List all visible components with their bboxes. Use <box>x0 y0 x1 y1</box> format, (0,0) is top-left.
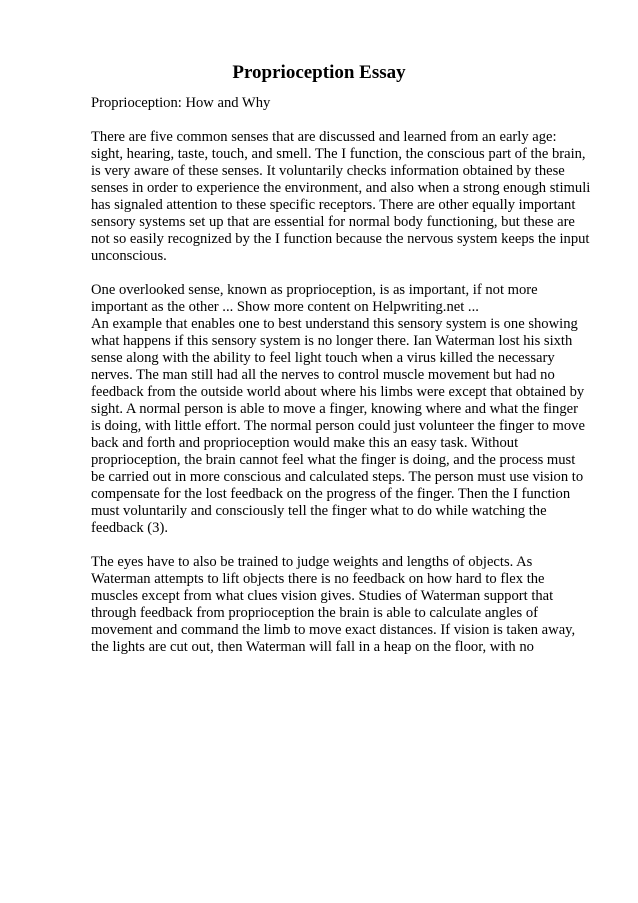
document-subtitle: Proprioception: How and Why <box>91 95 271 111</box>
paragraph-overlooked-sense: One overlooked sense, known as proprioception, is as important, if not more important as the other ... Show more content on Helpwriting.net ... <box>91 282 538 315</box>
document-title: Proprioception Essay <box>232 62 406 83</box>
document-body <box>91 95 591 656</box>
paragraph-waterman-example: An example that enables one to best understand this sensory system is one showing what happens if this sensory system is no longer there. Ian Waterman lost his sixth sense along with the ability to feel light touch when a virus killed the necessary nerves. The man still had all the nerves to control muscle movement but had no feedback from the outside world about where his limbs were except that obtained by sight. A normal person is able to move a finger, knowing where and what the finger is doing, with little effort. The normal person could just volunteer the finger to move back and forth and proprioception would make this an easy task. Without proprioception, the brain cannot feel what the finger is doing, and the process must be carried out in more conscious and calculated steps. The person must use vision to compensate for the lost feedback on the progress of the finger. Then the I function must voluntarily and consciously tell the finger what to do while watching the feedback (3). <box>91 316 585 536</box>
paragraph-intro: There are five common senses that are discussed and learned from an early age: sight, hearing, taste, touch, and smell. The I function, the conscious part of the brain, is very aware of these senses. It voluntarily checks information obtained by these senses in order to experience the environment, and also when a strong enough stimuli has signaled attention to these specific receptors. There are other equally important sensory systems set up that are essential for normal body functioning, but these are not so easily recognized by the I function because the nervous system keeps the input unconscious. <box>91 129 591 264</box>
paragraph-eyes-training: The eyes have to also be trained to judge weights and lengths of objects. As Waterman attempts to lift objects there is no feedback on how hard to flex the muscles except from what clues vision gives. Studies of Waterman support that through feedback from proprioception the brain is able to calculate angles of movement and command the limb to move exact distances. If vision is taken away, the lights are cut out, then Waterman will fall in a heap on the floor, with no <box>91 554 576 655</box>
